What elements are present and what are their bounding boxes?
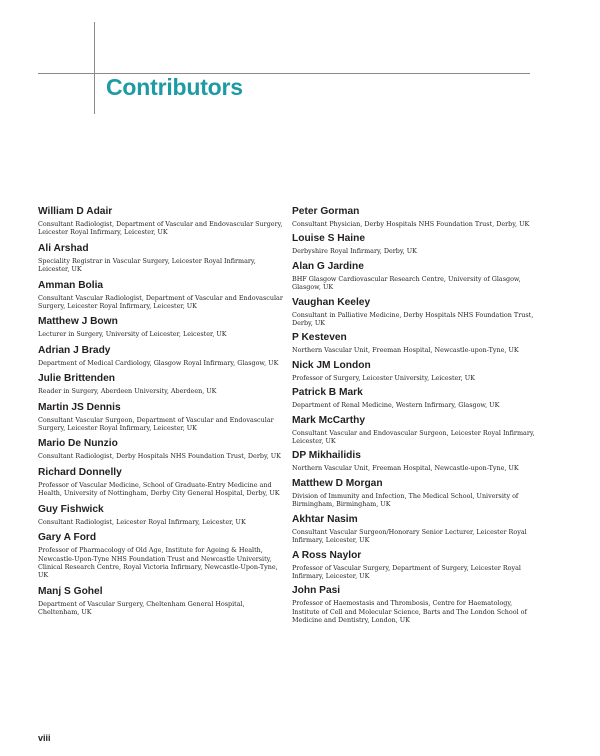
contributor-name: Akhtar Nasim: [292, 513, 358, 525]
contributor-entry: [38, 532, 284, 580]
contributor-name: William D Adair: [38, 206, 113, 217]
contributor-entry: [292, 360, 538, 382]
contributor-affiliation: Professor of Vascular Medicine, School of Graduate-Entry Medicine and Health, University of Nottingham, Derby City General Hospital, Derby, UK: [38, 480, 280, 498]
contributor-name: Alan G Jardine: [292, 260, 364, 272]
contributor-entry: [38, 280, 284, 311]
contributor-entry: [292, 206, 538, 228]
contributor-affiliation: Department of Vascular Surgery, Cheltenham General Hospital, Cheltenham, UK: [38, 599, 245, 617]
contributor-entry: [292, 332, 538, 354]
contributor-name: Mario De Nunzio: [38, 438, 118, 450]
contributor-affiliation: Professor of Vascular Surgery, Department of Surgery, Leicester Royal Infirmary, Leicester, UK: [292, 563, 521, 580]
contributor-name: Matthew D Morgan: [292, 477, 383, 489]
contributor-affiliation: Consultant in Palliative Medicine, Derby Hospitals NHS Foundation Trust, Derby, UK: [292, 310, 534, 328]
contributor-affiliation: Consultant Radiologist, Derby Hospitals NHS Foundation Trust, Derby, UK: [38, 452, 281, 461]
page-number: viii: [38, 733, 51, 743]
contributor-name: Louise S Haine: [292, 233, 366, 245]
contributor-affiliation: Northern Vascular Unit, Freeman Hospital, Newcastle-upon-Tyne, UK: [292, 346, 519, 355]
contributor-entry: [38, 373, 284, 395]
contributor-name: John Pasi: [292, 585, 341, 597]
contributor-entry: [38, 316, 284, 338]
contributor-entry: [292, 585, 538, 624]
vertical-rule: [94, 22, 95, 114]
contributor-name: Vaughan Keeley: [292, 296, 371, 308]
contributor-entry: [38, 243, 284, 274]
contributor-name: Mark McCarthy: [292, 414, 366, 426]
contributor-affiliation: Northern Vascular Unit, Freeman Hospital, Newcastle-upon-Tyne, UK: [292, 464, 519, 473]
contributor-affiliation: Consultant Radiologist, Department of Vascular and Endovascular Surgery, Leicester Royal Infirmary, Leicester, UK: [38, 220, 283, 237]
contributor-affiliation: BHF Glasgow Cardiovascular Research Centre, University of Glasgow, Glasgow, UK: [292, 274, 521, 292]
contributor-entry: [292, 387, 538, 409]
contributor-affiliation: Reader in Surgery, Aberdeen University, Aberdeen, UK: [38, 387, 217, 396]
contributor-entry: [292, 550, 538, 581]
contributor-name: Ali Arshad: [38, 242, 89, 254]
contributor-affiliation: Derbyshire Royal Infirmary, Derby, UK: [292, 247, 417, 256]
contributors-column-left: [38, 206, 284, 617]
contributor-affiliation: Consultant Vascular Surgeon/Honorary Senior Lecturer, Leicester Royal Infirmary, Leicester, UK: [292, 527, 527, 545]
contributor-affiliation: Department of Renal Medicine, Western Infirmary, Glasgow, UK: [292, 401, 500, 410]
contributor-entry: [38, 206, 284, 237]
contributor-name: P Kesteven: [292, 332, 347, 344]
contributor-name: Richard Donnelly: [38, 466, 122, 478]
contributor-entry: [38, 402, 284, 433]
contributor-name: Nick JM London: [292, 359, 371, 371]
contributor-affiliation: Professor of Surgery, Leicester University, Leicester, UK: [292, 373, 475, 382]
contributor-affiliation: Lecturer in Surgery, University of Leicester, Leicester, UK: [38, 330, 227, 339]
contributor-affiliation: Consultant Vascular and Endovascular Surgeon, Leicester Royal Infirmary, Leicester, UK: [292, 428, 535, 446]
contributor-entry: [292, 450, 538, 472]
contributor-entry: [38, 586, 284, 617]
contributor-name: Manj S Gohel: [38, 585, 103, 597]
contributor-entry: [292, 261, 538, 292]
contributor-name: DP Mikhailidis: [292, 450, 361, 462]
page-title: Contributors: [106, 74, 243, 100]
contributor-name: Matthew J Bown: [38, 316, 118, 328]
contributor-entry: [38, 438, 284, 460]
contributor-affiliation: Consultant Vascular Radiologist, Department of Vascular and Endovascular Surgery, Leicester Royal Infirmary, Leicester, UK: [38, 293, 283, 311]
contributor-name: Martin JS Dennis: [38, 401, 121, 413]
contributor-affiliation: Department of Medical Cardiology, Glasgow Royal Infirmary, Glasgow, UK: [38, 358, 279, 367]
contributor-entry: [292, 514, 538, 545]
contributor-affiliation: Speciality Registrar in Vascular Surgery, Leicester Royal Infirmary, Leicester, UK: [38, 256, 256, 274]
contributor-entry: [38, 504, 284, 526]
contributor-name: Guy Fishwick: [38, 503, 104, 515]
contributor-name: Peter Gorman: [292, 206, 360, 217]
contributors-column-right: [292, 206, 538, 625]
contributor-name: Julie Brittenden: [38, 373, 115, 385]
contributor-affiliation: Consultant Physician, Derby Hospitals NHS Foundation Trust, Derby, UK: [292, 220, 530, 228]
contributor-entry: [292, 233, 538, 255]
contributor-affiliation: Consultant Vascular Surgeon, Department of Vascular and Endovascular Surgery, Leicester Royal Infirmary, Leicester, UK: [38, 415, 274, 433]
contributor-affiliation: Professor of Pharmacology of Old Age, Institute for Ageing & Health, Newcastle-Upon-Tyne NHS Foundation Trust and Newcastle University, Clinical Research Centre, Royal Victoria Infirmary, Newcastle-Upon-Tyne, UK: [38, 546, 278, 580]
contributor-entry: [292, 297, 538, 328]
contributor-name: Amman Bolia: [38, 279, 104, 291]
contributor-entry: [38, 467, 284, 498]
contributor-entry: [292, 478, 538, 509]
contributor-name: A Ross Naylor: [292, 549, 362, 561]
contributor-entry: [38, 345, 284, 367]
contributor-name: Gary A Ford: [38, 532, 97, 544]
contributor-affiliation: Professor of Haemostasis and Thrombosis, Centre for Haematology, Institute of Cell and Molecular Science, Barts and The London School of Medicine and Dentistry, London, UK: [292, 599, 527, 625]
contributor-name: Adrian J Brady: [38, 344, 111, 356]
contributor-name: Patrick B Mark: [292, 387, 363, 399]
contributor-affiliation: Consultant Radiologist, Leicester Royal Infirmary, Leicester, UK: [38, 517, 246, 526]
contributor-affiliation: Division of Immunity and Infection, The Medical School, University of Birmingham, Birmingham, UK: [292, 491, 519, 509]
contributor-entry: [292, 415, 538, 446]
